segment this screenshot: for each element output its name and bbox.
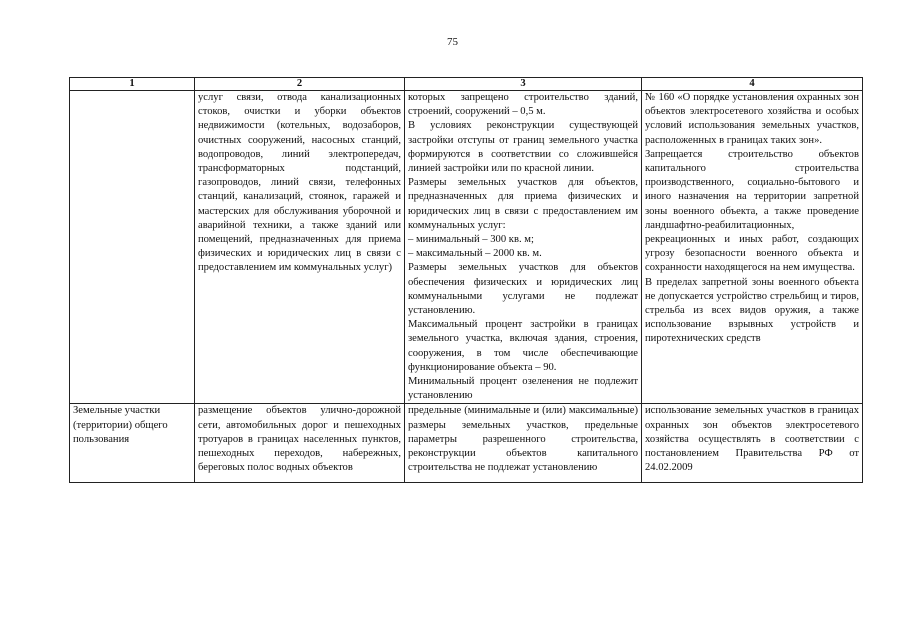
row1-col4-para: № 160 «О порядке установления охранных зон объектов электросетевого хозяйства и особых условий использования земельных участков, расположенных в границах таких зон».: [645, 92, 859, 146]
row2-col1-text: Земельные участки (территории) общего пользования: [73, 405, 168, 445]
table-row: [70, 404, 863, 483]
page-number: 75: [447, 36, 458, 48]
row1-col4-para: В пределах запретной зоны военного объекта не допускается устройство стрельбищ и тиров, стрельба из всех видов оружия, а также использование взрывных устройств и пиротехнических средств: [645, 276, 859, 345]
column-header-4: 4: [642, 78, 863, 91]
row2-col2-text: размещение объектов улично-дорожной сети, автомобильных дорог и пешеходных тротуаров в границах населенных пунктов, пешеходных переходов, набережных, береговых полос водных объектов: [198, 405, 401, 474]
row1-col3-para: Размеры земельных участков для объектов, предназначенных для приема физических и юридических лиц в связи с предоставлением им коммунальных услуг:: [408, 177, 638, 231]
column-header-2: 2: [195, 78, 405, 91]
column-header-1: 1: [70, 78, 195, 91]
row2-col4-text: использование земельных участков в границах охранных зон объектов электросетевого хозяйства осуществлять в соответствии с постановлением Правительства РФ от 24.02.2009: [645, 405, 859, 474]
row1-col3-para: Максимальный процент застройки в границах земельного участка, включая здания, строения, сооружения, в том числе обеспечивающие функционирование объекта – 90.: [408, 319, 638, 373]
row1-col3-para: которых запрещено строительство зданий, строений, сооружений – 0,5 м.: [408, 92, 638, 118]
row1-col3-para: В условиях реконструкции существующей застройки отступы от границ земельного участка формируются в соответствии со сложившейся линией застройки или по красной линии.: [408, 120, 638, 175]
regulations-table: [69, 77, 863, 483]
row1-col1-cell: [70, 91, 195, 404]
row1-col3-cell: [405, 91, 642, 404]
row1-col3-para: Минимальный процент озеленения не подлежит установлению: [408, 376, 638, 402]
row2-col2-cell: [195, 404, 405, 483]
row1-col4-para: рекреационных и иных работ, создающих угрозу безопасности военного объекта и сохранности находящегося на нем имущества.: [645, 234, 859, 274]
row1-col3-list-item: – минимальный – 300 кв. м;: [408, 234, 534, 246]
table-row: [70, 91, 863, 404]
row2-col3-text: предельные (минимальные и (или) максимальные) размеры земельных участков, предельные параметры разрешенного строительства, реконструкции объектов капитального строительства не подлежат установлению: [408, 405, 638, 474]
row1-col3-list-item: – максимальный – 2000 кв. м.: [408, 248, 542, 260]
column-header-3: 3: [405, 78, 642, 91]
row1-col3-para: Размеры земельных участков для объектов обеспечения физических и юридических лиц коммунальными услугами не подлежат установлению.: [408, 262, 638, 317]
row1-col4-cell: [642, 91, 863, 404]
row2-col4-cell: [642, 404, 863, 483]
table-header-row: [70, 78, 863, 91]
row2-col3-cell: [405, 404, 642, 483]
row1-col4-para: Запрещается строительство объектов капитального строительства производственного, социально-бытового и иного назначения на территории запретной зоны военного объекта, а также проведение ландшафтно-реабилитационных,: [645, 148, 859, 231]
row1-col2-cell: услуг связи, отвода канализационных стоков, очистки и уборки объектов недвижимости (котельных, водозаборов, очистных сооружений, насосных станций, водопроводов, линий электропередач, трансформаторных подстанций, газопроводов, линий связи, телефонных станций, канализаций, стоянок, гаражей и мастерских для обслуживания уборочной и аварийной техники, а также зданий или помещений, предназначенных для приема физических и юридических лиц в связи с предоставлением им коммунальных услуг): [195, 91, 405, 404]
row2-col1-cell: [70, 404, 195, 483]
